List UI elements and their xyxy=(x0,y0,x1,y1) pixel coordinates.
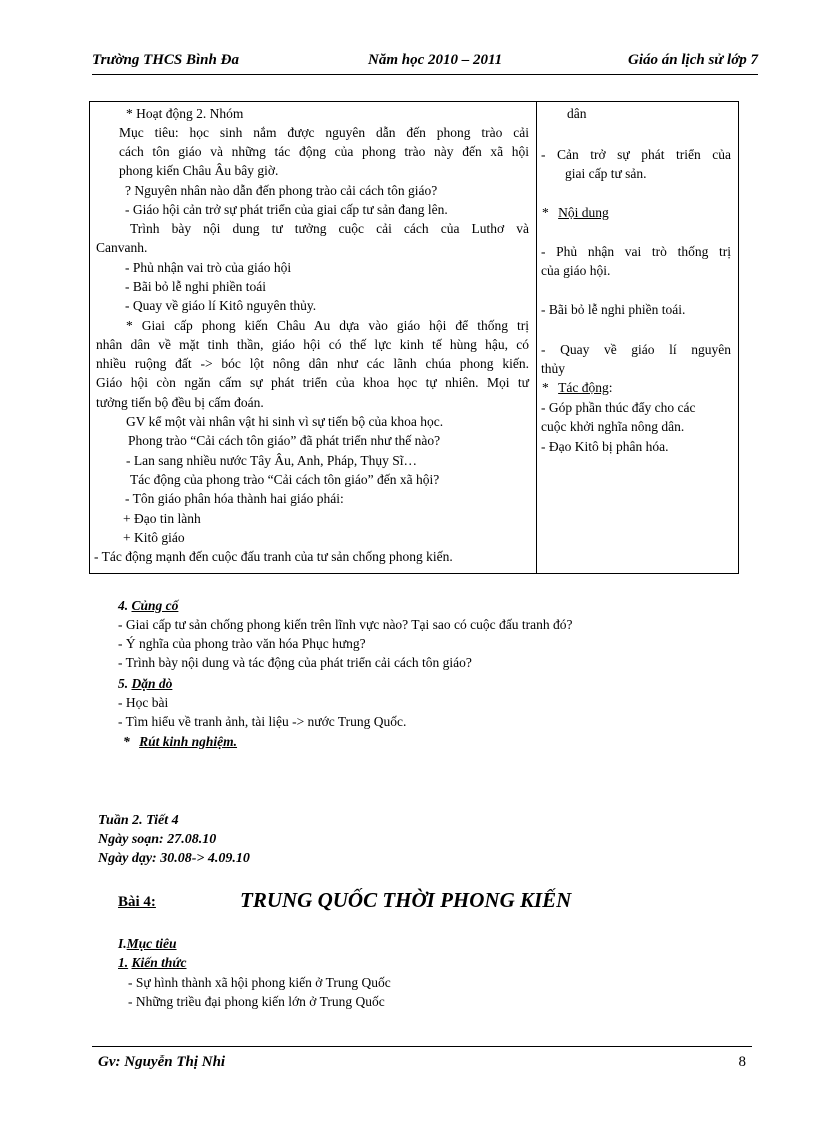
question-line: Tác động của phong trào “Cải cách tôn giáo” đến xã hội? xyxy=(130,472,440,487)
objective-line: phong kiến Châu Âu bây giờ. xyxy=(119,163,279,178)
answer-line: + Đạo tin lành xyxy=(123,511,201,526)
summary-line: giai cấp tư sản. xyxy=(565,166,647,181)
knowledge-heading: 1. Kiến thức xyxy=(118,955,187,970)
teacher-name: Gv: Nguyễn Thị Nhi xyxy=(98,1054,226,1070)
section-4-item: - Ý nghĩa của phong trào văn hóa Phục hưng? xyxy=(118,636,366,651)
summary-line: - Phủ nhận vai trò thống trị xyxy=(541,244,731,259)
answer-line: - Lan sang nhiều nước Tây Âu, Anh, Pháp, Thụy Sĩ… xyxy=(126,453,418,468)
note-line: tưởng tiến bộ đều bị cấm đoán. xyxy=(96,395,264,410)
page-header xyxy=(92,52,758,75)
objective-item: - Những triều đại phong kiến lớn ở Trung Quốc xyxy=(128,994,385,1009)
answer-line: - Quay về giáo lí Kitô nguyên thủy. xyxy=(125,298,317,313)
answer-line: - Phủ nhận vai trò của giáo hội xyxy=(125,260,292,275)
objectives-heading: I.Mục tiêu xyxy=(118,936,177,951)
summary-star: * xyxy=(542,205,549,220)
question-line: ? Nguyên nhân nào dẫn đến phong trào cải cách tôn giáo? xyxy=(125,183,438,198)
objectives-title: Mục tiêu xyxy=(126,936,177,951)
summary-line: - Cản trở sự phát triển của xyxy=(541,147,731,162)
teach-date: Ngày dạy: 30.08-> 4.09.10 xyxy=(98,851,250,866)
teacher-note: GV kể một vài nhân vật hi sinh vì sự tiến bộ của khoa học. xyxy=(126,414,444,429)
objective-line: Mục tiêu: học sinh nắm được nguyên dẫn đến phong trào cải xyxy=(119,125,529,140)
objective-line: cách tôn giáo và những tác động của phong trào này đến xã hội xyxy=(119,144,529,159)
school-year: Năm học 2010 – 2011 xyxy=(368,52,503,68)
subject-title: Giáo án lịch sử lớp 7 xyxy=(628,52,758,68)
activity-heading: * Hoạt động 2. Nhóm xyxy=(126,106,244,121)
note-line: * Giai cấp phong kiến Châu Au dựa vào giáo hội để thống trị xyxy=(126,318,529,333)
objective-item: - Sự hình thành xã hội phong kiến ở Trung Quốc xyxy=(128,975,391,990)
prep-date: Ngày soạn: 27.08.10 xyxy=(98,832,217,847)
section-5-heading: 5. Dặn dò xyxy=(118,676,173,691)
answer-line: - Bãi bỏ lễ nghi phiền toái xyxy=(125,279,266,294)
column-divider xyxy=(536,102,537,573)
note-line: nhân dân về mặt tinh thần, giáo hội có thế lực kinh tế hùng hậu, có xyxy=(96,337,529,352)
summary-heading xyxy=(542,204,609,222)
lesson-table xyxy=(89,101,739,574)
section-4-item: - Trình bày nội dung và tác động của phát triển cải cách tôn giáo? xyxy=(118,655,472,670)
summary-heading xyxy=(542,379,613,397)
school-name: Trường THCS Bình Đa xyxy=(92,52,239,68)
section-4-title: Củng cố xyxy=(131,598,179,613)
lesson-label: Bài 4: xyxy=(118,894,156,910)
page-footer xyxy=(92,1046,752,1077)
knowledge-title: Kiến thức xyxy=(131,955,187,970)
summary-line: - Đạo Kitô bị phân hóa. xyxy=(541,439,669,454)
lesson-title: TRUNG QUỐC THỜI PHONG KIẾN xyxy=(240,888,572,912)
note-line: Giáo hội còn ngăn cấm sự phát triển của khoa học tự nhiên. Mọi tư xyxy=(96,375,529,390)
week-label: Tuần 2. Tiết 4 xyxy=(98,813,179,828)
summary-star: * xyxy=(542,380,549,395)
note-line: nhiều ruộng đất -> bóc lột nông dân như các lãnh chúa phong kiến. xyxy=(96,356,529,371)
content-heading: Nội dung xyxy=(558,205,609,220)
question-line: Trình bày nội dung tư tưởng cuộc cải cách của Luthơ và xyxy=(130,221,529,236)
summary-line: - Quay về giáo lí nguyên xyxy=(541,342,731,357)
summary-line: - Góp phần thúc đẩy cho các xyxy=(541,400,696,415)
answer-line: + Kitô giáo xyxy=(123,530,185,545)
answer-line: - Giáo hội cản trở sự phát triển của giai cấp tư sản đang lên. xyxy=(125,202,448,217)
summary-line: - Bãi bỏ lễ nghi phiền toái. xyxy=(541,302,686,317)
summary-line: cuộc khởi nghĩa nông dân. xyxy=(541,419,685,434)
impact-heading: Tác động xyxy=(558,380,609,395)
section-4-item: - Giai cấp tư sản chống phong kiến trên lĩnh vực nào? Tại sao có cuộc đấu tranh đó? xyxy=(118,617,573,632)
review-label: Rút kinh nghiệm. xyxy=(139,734,238,749)
answer-line: - Tác động mạnh đến cuộc đấu tranh của tư sản chống phong kiến. xyxy=(94,549,453,564)
question-line: Canvanh. xyxy=(96,240,148,255)
heading-colon: : xyxy=(608,380,613,395)
summary-line: dân xyxy=(567,106,587,121)
section-5-item: - Học bài xyxy=(118,695,169,710)
section-4-heading: 4. Củng cố xyxy=(118,598,179,613)
section-5-item: - Tìm hiểu về tranh ảnh, tài liệu -> nước Trung Quốc. xyxy=(118,714,407,729)
page-number: 8 xyxy=(738,1054,746,1070)
section-5-title: Dặn dò xyxy=(131,676,173,691)
review-heading: * Rút kinh nghiệm. xyxy=(123,734,238,749)
summary-line: của giáo hội. xyxy=(541,263,611,278)
summary-line: thủy xyxy=(541,361,566,376)
answer-line: - Tôn giáo phân hóa thành hai giáo phái: xyxy=(125,491,344,506)
question-line: Phong trào “Cải cách tôn giáo” đã phát triển như thế nào? xyxy=(128,433,441,448)
